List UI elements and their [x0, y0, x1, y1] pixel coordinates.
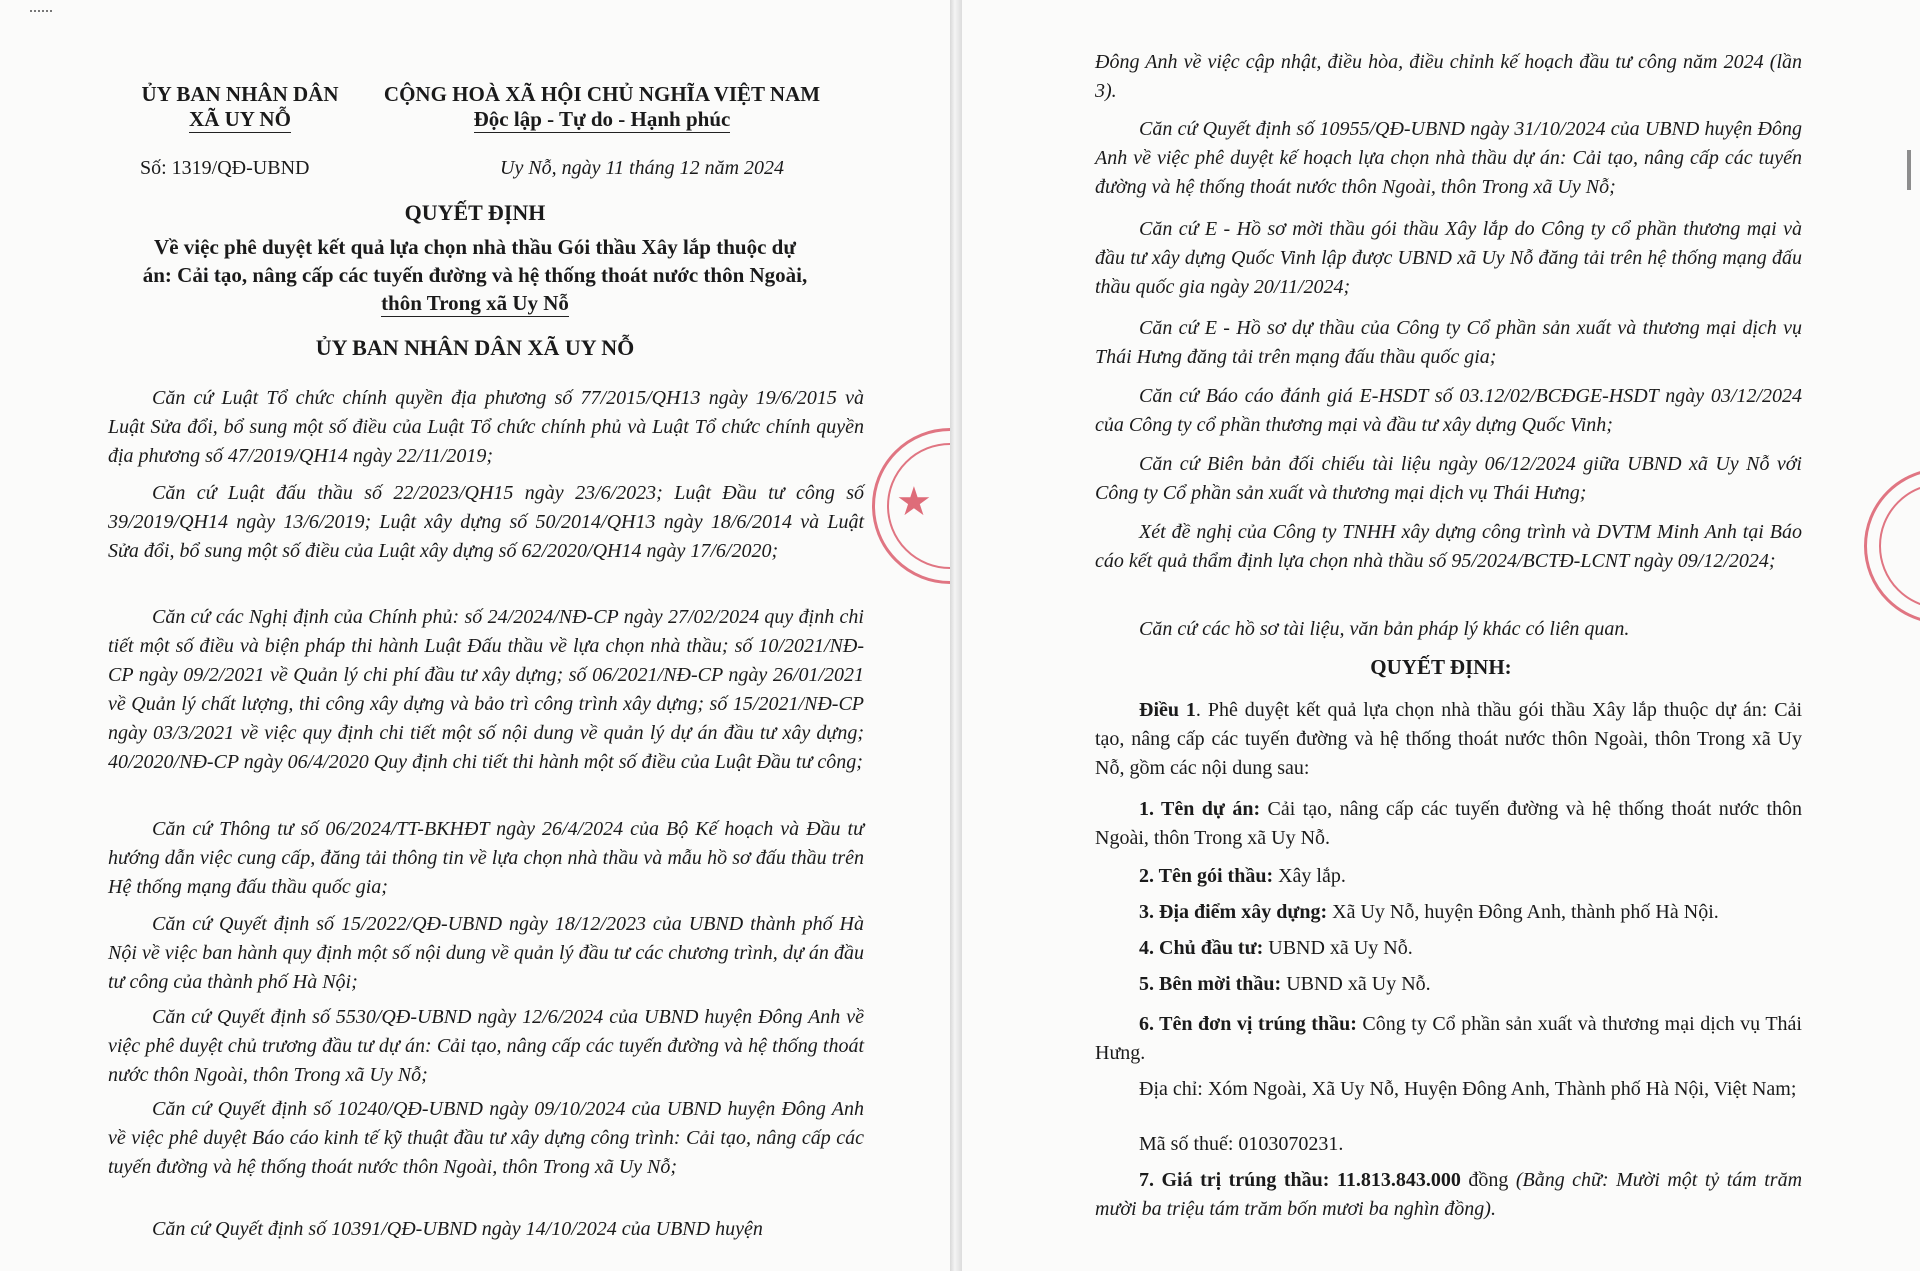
org-line2-wrap — [125, 107, 355, 132]
article-1-text: . Phê duyệt kết quả lựa chọn nhà thầu gói thầu Xây lắp thuộc dự án: Cải tạo, nâng cấp các tuyến đường và hệ thống thoát nước thôn Ngoài, thôn Trong xã Uy Nỗ, gồm các nội dung sau: — [1095, 699, 1802, 779]
list-item — [1095, 1010, 1802, 1068]
item-value: Xây lắp. — [1273, 865, 1346, 887]
paragraph: Căn cứ các hồ sơ tài liệu, văn bản pháp lý khác có liên quan. — [1139, 618, 1630, 640]
paragraph: Căn cứ Báo cáo đánh giá E-HSDT số 03.12/02/BCĐGE-HSDT ngày 03/12/2024 của Công ty cổ phần thương mại và đầu tư xây dựng Quốc Vinh; — [1095, 385, 1802, 436]
item-label: 3. Địa điểm xây dựng: — [1139, 901, 1328, 923]
paragraph: Căn cứ E - Hồ sơ mời thầu gói thầu Xây lắp do Công ty cổ phần thương mại và đầu tư xây dựng Quốc Vinh lập được UBND xã Uy Nỗ đăng tải trên hệ thống mạng đấu thầu quốc gia ngày 20/11/2024; — [1095, 218, 1802, 298]
decision-heading: QUYẾT ĐỊNH: — [1370, 655, 1512, 679]
seal-star-icon: ★ — [896, 479, 932, 524]
item-value: UBND xã Uy Nỗ. — [1263, 937, 1413, 959]
authority-heading: ỦY BAN NHÂN DÂN XÃ UY NỖ — [315, 335, 635, 360]
red-seal-stamp — [1864, 468, 1920, 624]
article-1 — [1095, 696, 1802, 783]
paragraph: Căn cứ Thông tư số 06/2024/TT-BKHĐT ngày 26/4/2024 của Bộ Kế hoạch và Đầu tư hướng dẫn việc cung cấp, đăng tải thông tin về lựa chọn nhà thầu và mẫu hồ sơ đấu thầu trên Hệ thống mạng đấu thầu quốc gia; — [108, 818, 864, 898]
subject-line3: thôn Trong xã Uy Nỗ — [381, 291, 569, 315]
subject-line1: Về việc phê duyệt kết quả lựa chọn nhà thầu Gói thầu Xây lắp thuộc dự — [154, 235, 796, 259]
org-line2: XÃ UY NỖ — [189, 107, 291, 131]
paragraph: Căn cứ Quyết định số 10240/QĐ-UBND ngày 09/10/2024 của UBND huyện Đông Anh về việc phê duyệt Báo cáo kinh tế kỹ thuật đầu tư xây dựng công trình: Cải tạo, nâng cấp các tuyến đường và hệ thống thoát nước thôn Ngoài, thôn Trong xã Uy Nỗ; — [108, 1098, 864, 1178]
place-date: Uy Nỗ, ngày 11 tháng 12 năm 2024 — [500, 157, 785, 179]
org-line1: ỦY BAN NHÂN DÂN — [141, 82, 339, 106]
price-unit: đồng — [1460, 1169, 1516, 1191]
item-value: Xã Uy Nỗ, huyện Đông Anh, thành phố Hà Nội. — [1327, 901, 1719, 923]
doc-subject — [60, 233, 890, 317]
price-words: (Bằng chữ: Mười một tỷ tám trăm mười ba triệu tám trăm bốn mươi ba nghìn đồng). — [1095, 1169, 1803, 1220]
paragraph: Căn cứ Quyết định số 15/2022/QĐ-UBND ngày 18/12/2023 của UBND thành phố Hà Nội về việc ban hành quy định một số nội dung về quản lý đầu tư các chương trình, dự án đầu tư công của thành phố Hà Nội; — [108, 913, 864, 993]
doc-number: Số: 1319/QĐ-UBND — [140, 157, 310, 179]
item-value: Công ty Cổ phần sản xuất và thương mại dịch vụ Thái Hưng. — [1095, 1013, 1802, 1064]
item-label: 4. Chủ đầu tư: — [1139, 937, 1264, 959]
paragraph: Căn cứ Quyết định số 5530/QĐ-UBND ngày 12/6/2024 của UBND huyện Đông Anh về việc phê duyệt chủ trương đầu tư dự án: Cải tạo, nâng cấp các tuyến đường và hệ thống thoát nước thôn Ngoài, thôn Trong xã Uy Nỗ; — [108, 1006, 864, 1086]
paragraph: Căn cứ Luật đấu thầu số 22/2023/QH15 ngày 23/6/2023; Luật Đầu tư công số 39/2019/QH14 ngày 13/6/2019; Luật xây dựng số 50/2014/QH13 ngày 18/6/2014 và Luật Sửa đổi, bổ sung một số điều của Luật xây dựng số 62/2020/QH14 ngày 17/6/2020; — [108, 482, 864, 562]
article-1-label: Điều 1 — [1139, 699, 1196, 721]
paragraph: Căn cứ các Nghị định của Chính phủ: số 24/2024/NĐ-CP ngày 27/02/2024 quy định chi tiết một số điều và biện pháp thi hành Luật Đấu thầu về lựa chọn nhà thầu; số 10/2021/NĐ-CP ngày 09/2/2021 về Quản lý chi phí đầu tư xây dựng; số 06/2021/NĐ-CP ngày 26/01/2021 về Quản lý chất lượng, thi công xây dựng và bảo trì công trình xây dựng; số 15/2021/NĐ-CP ngày 03/3/2021 về việc quy định chi tiết một số nội dung về quản lý dự án đầu tư xây dựng; 40/2020/NĐ-CP ngày 06/4/2020 Quy định chi tiết thi hành một số điều của Luật Đầu tư công; — [108, 606, 864, 773]
winner-tax-code: Mã số thuế: 0103070231. — [1139, 1133, 1344, 1155]
list-item — [1095, 898, 1802, 927]
page-right — [962, 0, 1920, 1271]
item-value: UBND xã Uy Nỗ. — [1281, 973, 1431, 995]
scan-mark — [30, 10, 52, 18]
subject-line2: án: Cải tạo, nâng cấp các tuyến đường và hệ thống thoát nước thôn Ngoài, — [142, 263, 808, 287]
nation-header — [372, 82, 832, 132]
binding-mark — [1907, 150, 1911, 190]
item-label: 6. Tên đơn vị trúng thầu: — [1139, 1013, 1357, 1035]
list-item — [1095, 970, 1802, 999]
list-item — [1095, 795, 1802, 853]
subject-line3-wrap — [60, 289, 890, 317]
paragraph: Căn cứ E - Hồ sơ dự thầu của Công ty Cổ phần sản xuất và thương mại dịch vụ Thái Hưng đăng tải trên mạng đấu thầu quốc gia; — [1095, 317, 1802, 368]
item-label: 5. Bên mời thầu: — [1139, 973, 1282, 995]
page-left — [0, 0, 950, 1271]
paragraph: Căn cứ Quyết định số 10955/QĐ-UBND ngày 31/10/2024 của UBND huyện Đông Anh về việc phê duyệt kế hoạch lựa chọn nhà thầu dự án: Cải tạo, nâng cấp các tuyến đường và hệ thống thoát nước thôn Ngoài, thôn Trong xã Uy Nỗ; — [1095, 118, 1802, 198]
winning-price — [1095, 1166, 1802, 1224]
page-gutter — [950, 0, 962, 1271]
winner-address: Địa chỉ: Xóm Ngoài, Xã Uy Nỗ, Huyện Đông Anh, Thành phố Hà Nội, Việt Nam; — [1139, 1078, 1797, 1100]
nation-line2-wrap — [372, 107, 832, 132]
item-value: Cải tạo, nâng cấp các tuyến đường và hệ thống thoát nước thôn Ngoài, thôn Trong xã Uy Nỗ. — [1095, 798, 1803, 849]
list-item — [1095, 934, 1802, 963]
list-item — [1095, 862, 1802, 891]
paragraph: Xét đề nghị của Công ty TNHH xây dựng công trình và DVTM Minh Anh tại Báo cáo kết quả thẩm định lựa chọn nhà thầu số 95/2024/BCTĐ-LCNT ngày 09/12/2024; — [1095, 521, 1802, 572]
doc-title: QUYẾT ĐỊNH — [404, 200, 546, 225]
paragraph: Căn cứ Biên bản đối chiếu tài liệu ngày 06/12/2024 giữa UBND xã Uy Nỗ với Công ty Cổ phần sản xuất và thương mại dịch vụ Thái Hưng; — [1095, 453, 1802, 504]
item-label: 1. Tên dự án: — [1139, 798, 1261, 820]
paragraph: Căn cứ Luật Tổ chức chính quyền địa phương số 77/2015/QH13 ngày 19/6/2015 và Luật Sửa đổi, bổ sung một số điều của Luật Tổ chức chính phủ và Luật Tổ chức chính quyền địa phương số 47/2019/QH14 ngày 22/11/2019; — [108, 387, 864, 467]
paragraph: Căn cứ Quyết định số 10391/QĐ-UBND ngày 14/10/2024 của UBND huyện — [152, 1218, 763, 1240]
nation-line2: Độc lập - Tự do - Hạnh phúc — [473, 107, 731, 131]
price-label: 7. Giá trị trúng thầu: 11.813.843.000 — [1139, 1169, 1461, 1191]
item-label: 2. Tên gói thầu: — [1139, 865, 1274, 887]
nation-line1: CỘNG HOÀ XÃ HỘI CHỦ NGHĨA VIỆT NAM — [383, 82, 821, 106]
org-header — [125, 82, 355, 132]
paragraph: Đông Anh về việc cập nhật, điều hòa, điều chỉnh kế hoạch đầu tư công năm 2024 (lần 3). — [1095, 51, 1802, 102]
